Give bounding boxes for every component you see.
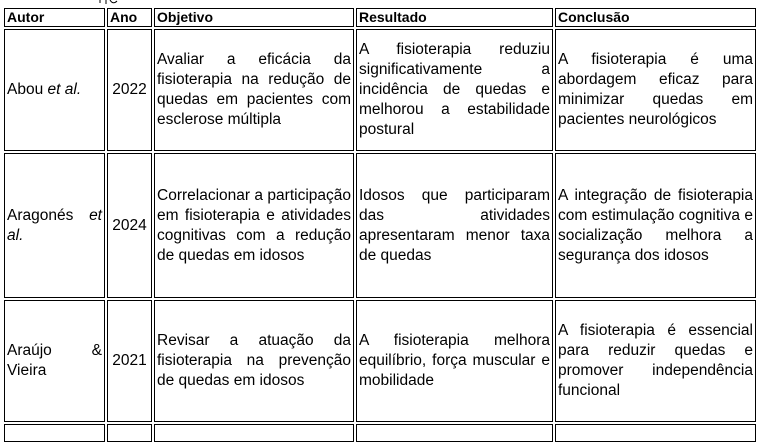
table-row: [4, 300, 756, 422]
header-autor: Autor: [4, 8, 105, 27]
cell-resultado: Idosos que participaram das atividades apresentaram menor taxa de quedas: [356, 153, 553, 298]
author-etal: et al.: [7, 206, 102, 244]
cell-resultado: A fisioterapia melhora equilíbrio, força muscular e mobilidade: [356, 300, 553, 422]
cell-empty: [4, 424, 105, 442]
cell-objetivo: Avaliar a eficácia da fisioterapia na redução de quedas em pacientes com esclerose múltipla: [154, 29, 354, 151]
cell-autor: [4, 153, 105, 298]
review-table: [2, 6, 758, 444]
cell-autor: [4, 300, 105, 422]
cell-resultado: A fisioterapia reduziu significativamente a incidência de quedas e melhorou a estabilidade postural: [356, 29, 553, 151]
author-name: Abou: [7, 81, 44, 98]
cell-empty: [356, 424, 553, 442]
header-objetivo: Objetivo: [154, 8, 354, 27]
author-name: Araújo & Vieira: [7, 342, 102, 379]
author-etal: et al.: [47, 81, 82, 98]
header-ano: Ano: [107, 8, 152, 27]
cell-objetivo: Revisar a atuação da fisioterapia na prevenção de quedas em idosos: [154, 300, 354, 422]
cell-conclusao: A fisioterapia é uma abordagem eficaz para minimizar quedas em pacientes neurológicos: [555, 29, 756, 151]
header-conclusao: Conclusão: [555, 8, 756, 27]
cell-ano: 2024: [107, 153, 152, 298]
cell-empty: [107, 424, 152, 442]
table-row: [4, 153, 756, 298]
cell-ano: 2022: [107, 29, 152, 151]
cell-ano: 2021: [107, 300, 152, 422]
cell-empty: [555, 424, 756, 442]
cell-conclusao: A fisioterapia é essencial para reduzir quedas e promover independência funcional: [555, 300, 756, 422]
header-row: [4, 8, 756, 27]
header-resultado: Resultado: [356, 8, 553, 27]
author-name: Aragonés: [7, 206, 74, 224]
cell-empty: [154, 424, 354, 442]
cell-autor: [4, 29, 105, 151]
table-row-clipped: [4, 424, 756, 442]
cell-conclusao: A integração de fisioterapia com estimulação cognitiva e socialização melhora a segurança dos idosos: [555, 153, 756, 298]
table-row: [4, 29, 756, 151]
cell-objetivo: Correlacionar a participação em fisioterapia e atividades cognitivas com a redução de quedas em idosos: [154, 153, 354, 298]
